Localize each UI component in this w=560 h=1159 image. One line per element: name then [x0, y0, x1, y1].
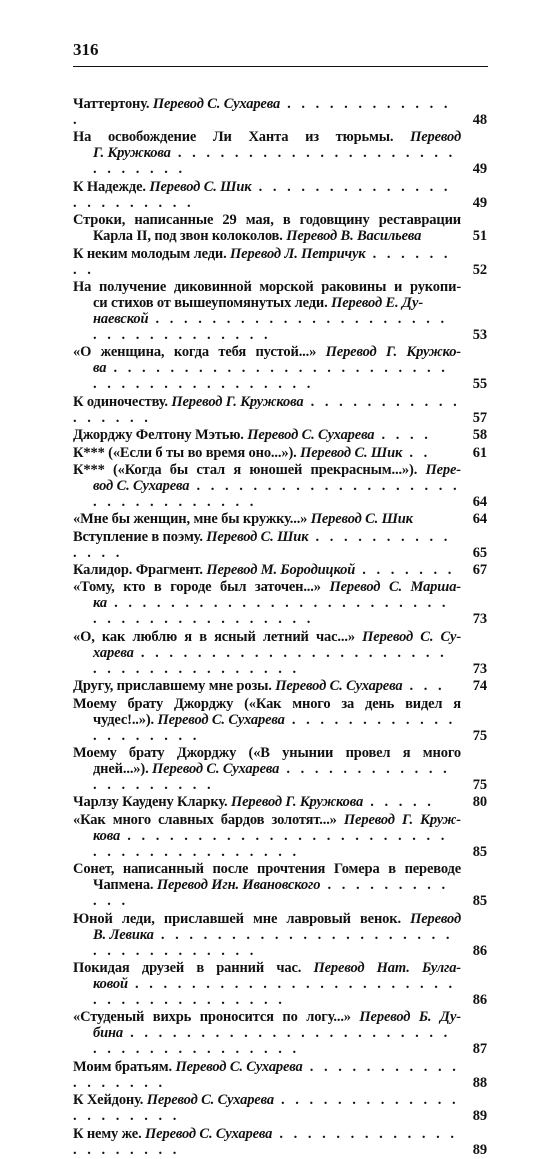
- entry-line: [73, 427, 461, 443]
- poem-title: дней...»).: [93, 761, 149, 778]
- entry-continuation-line: [73, 295, 461, 311]
- entry-continuation-line: [73, 645, 461, 677]
- toc-entry: [73, 344, 487, 392]
- dot-leader: . . . . . . . . . . . . . . . . . . . . . . . . . . . . . . .: [93, 477, 461, 510]
- translator-credit: наевской: [93, 310, 149, 327]
- dot-leader: . . . . . . . . . . . . . . . . . . . . . . .: [73, 178, 451, 211]
- page-reference: 89: [472, 1141, 487, 1158]
- translator-credit: вод С. Сухарева: [93, 477, 190, 494]
- toc-entry: [73, 129, 487, 177]
- translator-credit: В. Левика: [93, 926, 154, 943]
- poem-title: Джорджу Фелтону Мэтью.: [73, 427, 244, 444]
- page-number: 316: [73, 40, 99, 59]
- toc-entry: [73, 427, 487, 443]
- page-reference: 49: [472, 161, 487, 178]
- dot-leader: . . . . . . . . . . . . . . . . .: [73, 393, 461, 426]
- poem-title: К одиночеству.: [73, 393, 168, 410]
- page-reference: 65: [472, 544, 487, 561]
- entry-continuation-line: [73, 927, 461, 959]
- entry-line: [73, 696, 461, 712]
- translator-credit: Пере-: [417, 461, 461, 478]
- entry-line: [73, 179, 461, 211]
- entry-line: [73, 445, 461, 461]
- entry-line: [73, 511, 461, 527]
- dot-leader: . . . . . . . . . . . . . . . . . . . . .: [73, 1125, 458, 1158]
- translator-credit: Перевод С. Сухарева: [243, 427, 375, 444]
- poem-title: Другу, приславшему мне розы.: [73, 678, 272, 695]
- entry-continuation-line: [73, 976, 461, 1008]
- entry-continuation-line: [73, 360, 461, 392]
- toc-entry: [73, 696, 487, 744]
- dot-leader: . . . . . . . .: [73, 245, 451, 278]
- entry-line: [73, 812, 461, 828]
- toc-entry: [73, 911, 487, 959]
- translator-credit: Перевод Г. Кружко-: [316, 344, 461, 361]
- translator-credit: Перевод С. Шик: [202, 528, 309, 545]
- page-reference: 73: [472, 611, 487, 628]
- page-reference: 85: [472, 893, 487, 910]
- dot-leader: . . . . .: [363, 794, 435, 811]
- toc-entry: [73, 212, 487, 244]
- page-reference: 75: [472, 777, 487, 794]
- translator-credit: Перевод В. Васильева: [282, 228, 422, 245]
- translator-credit: Перевод С. Сухарева: [148, 761, 280, 778]
- toc-entry: [73, 1059, 487, 1091]
- toc-entry: [73, 511, 487, 527]
- poem-title: «О женщина, когда тебя пустой...»: [73, 344, 317, 361]
- translator-credit: бина: [93, 1025, 124, 1042]
- poem-title: Чапмена.: [93, 877, 154, 894]
- translator-credit: Перевод: [400, 910, 461, 927]
- toc-entry: [73, 794, 487, 810]
- entry-line: [73, 246, 461, 278]
- entry-line: [73, 678, 461, 694]
- toc-entry: [73, 861, 487, 909]
- translator-credit: Перевод Нат. Булга-: [301, 959, 461, 976]
- poem-title: Чаттертону.: [73, 96, 150, 112]
- page-reference: 89: [472, 1108, 487, 1125]
- poem-title: «Мне бы женщин, мне бы кружку...»: [73, 511, 308, 528]
- toc-entry: [73, 745, 487, 793]
- poem-title: К*** («Когда бы стал я юношей прекрасным...»).: [73, 461, 418, 478]
- poem-title: К нему же.: [73, 1125, 142, 1142]
- toc-entry: [73, 629, 487, 677]
- page-reference: 51: [472, 228, 487, 245]
- entry-line: [73, 579, 461, 595]
- entry-continuation-line: [73, 595, 461, 627]
- poem-title: К*** («Если б ты во время оно...»).: [73, 444, 297, 461]
- poem-title: Юной леди, приславшей мне лавровый венок.: [73, 910, 401, 927]
- translator-credit: ковой: [93, 975, 128, 992]
- entry-continuation-line: [73, 478, 461, 510]
- entry-line: [73, 629, 461, 645]
- poem-title: «Студеный вихрь проносится по логу...»: [73, 1009, 351, 1026]
- translator-credit: Перевод: [393, 129, 461, 146]
- entry-line: [73, 1092, 461, 1124]
- entry-line: [73, 344, 461, 360]
- translator-credit: Перевод Г. Кружкова: [167, 393, 304, 410]
- entry-continuation-line: [73, 712, 461, 744]
- entry-line: [73, 960, 461, 976]
- dot-leader: . . . . . . . . . . . . . . . . . . . . .: [73, 1092, 460, 1125]
- translator-credit: Перевод Б. Ду-: [350, 1009, 461, 1026]
- toc-entry: [73, 394, 487, 426]
- poem-title: Моему брату Джорджу («Как много за день видел я: [73, 695, 461, 712]
- entry-line: [73, 96, 461, 128]
- dot-leader: . . . . . . . . . . . . . . . . . . . . . . . . . . . . . . . . . . . . .: [93, 975, 456, 1008]
- toc-entry: [73, 1126, 487, 1158]
- poem-title: К Надежде.: [73, 178, 146, 195]
- page-reference: 87: [472, 1041, 487, 1058]
- entry-continuation-line: [73, 828, 461, 860]
- translator-credit: Перевод С. Сухарева: [143, 1092, 274, 1109]
- toc-entry: [73, 579, 487, 627]
- translator-credit: Перевод С. Марша-: [320, 579, 461, 596]
- dot-leader: . . . . . . . . . . . . . . . . . . . . . . . . . . . . . . . . . .: [93, 310, 448, 343]
- poem-title: си стихов от вышеупомянутых леди.: [93, 294, 328, 311]
- translator-credit: Перевод С. Сухарева: [154, 711, 285, 728]
- entry-line: [73, 462, 461, 478]
- page-reference: 48: [472, 112, 487, 128]
- poem-title: «О, как люблю я в ясный летний час...»: [73, 628, 355, 645]
- translator-credit: Перевод С. Сухарева: [141, 1125, 273, 1142]
- poem-title: Чарлзу Каудену Кларку.: [73, 794, 228, 811]
- entry-line: [73, 279, 461, 295]
- toc-entry: [73, 179, 487, 211]
- translator-credit: Перевод С. Су-: [354, 628, 462, 645]
- entry-line: [73, 861, 461, 877]
- entry-line: [73, 129, 461, 145]
- dot-leader: . . . . . . . . . . . . . . . . . . . .: [93, 711, 456, 744]
- entry-line: [73, 529, 461, 561]
- entry-continuation-line: [73, 145, 461, 177]
- translator-credit: Перевод С. Сухарева: [271, 678, 403, 695]
- translator-credit: Перевод Г. Круж-: [336, 811, 461, 828]
- poem-title: чудес!..»).: [93, 711, 155, 728]
- translator-credit: Перевод С. Шик: [145, 178, 252, 195]
- toc-entry: [73, 562, 487, 578]
- poem-title: Моим братьям.: [73, 1058, 172, 1075]
- poem-title: К Хейдону.: [73, 1092, 144, 1109]
- header-rule: [73, 66, 488, 67]
- toc-entry: [73, 462, 487, 510]
- page-reference: 57: [472, 409, 487, 426]
- dot-leader: . . . . . . . . . . . .: [93, 877, 449, 910]
- translator-credit: ка: [93, 595, 107, 612]
- dot-leader: . . . . . . . . . . . . . . . . . . . . . . . . . . . . . . . . . . . . .: [93, 644, 448, 677]
- page-reference: 74: [472, 678, 487, 695]
- translator-credit: кова: [93, 827, 121, 844]
- dot-leader: . . . . . . . . . . . . . . . . . . . . .: [93, 761, 451, 794]
- toc-entry: [73, 279, 487, 343]
- entry-continuation-line: [73, 311, 461, 343]
- page-reference: 53: [472, 326, 487, 343]
- poem-title: Сонет, написанный после прочтения Гомера в переводе: [73, 861, 461, 878]
- entry-continuation-line: [73, 228, 461, 244]
- translator-credit: Перевод С. Шик: [296, 444, 403, 461]
- entry-line: [73, 1009, 461, 1025]
- dot-leader: . . . . . . . . . . . . . . . . . . . . . . . . . . .: [93, 145, 456, 178]
- translator-credit: Перевод Л. Петричук: [226, 245, 366, 262]
- entry-line: [73, 394, 461, 426]
- toc-entry: [73, 812, 487, 860]
- entry-line: [73, 911, 461, 927]
- entry-line: [73, 1126, 461, 1158]
- poem-title: «Как много славных бардов золотят...»: [73, 811, 337, 828]
- translator-credit: Перевод С. Сухарева: [171, 1058, 303, 1075]
- translator-credit: Перевод Е. Ду-: [327, 294, 424, 311]
- poem-title: Покидая друзей в ранний час.: [73, 959, 302, 976]
- entry-line: [73, 212, 461, 228]
- page-reference: 80: [472, 794, 487, 811]
- toc-entry: [73, 246, 487, 278]
- poem-title: Моему брату Джорджу («В унынии провел я много: [73, 745, 461, 762]
- translator-credit: Г. Кружкова: [93, 145, 171, 162]
- poem-title: Калидор. Фрагмент.: [73, 562, 203, 579]
- page-reference: 86: [472, 991, 487, 1008]
- dot-leader: . .: [402, 444, 431, 461]
- translator-credit: Перевод С. Сухарева: [149, 96, 281, 112]
- entry-continuation-line: [73, 877, 461, 909]
- poem-title: К неким молодым леди.: [73, 245, 227, 262]
- dot-leader: . . . . . . . . . . . . .: [73, 96, 452, 128]
- page-reference: 73: [472, 660, 487, 677]
- poem-title: «Тому, кто в городе был заточен...»: [73, 579, 321, 596]
- translator-credit: Перевод Г. Кружкова: [227, 794, 364, 811]
- entry-line: [73, 745, 461, 761]
- page-reference: 85: [472, 843, 487, 860]
- page-reference: 75: [472, 727, 487, 744]
- dot-leader: . . . . . . . . . . . . . . . . . . . . . . . . . . . . . . . . . . . . . .: [93, 1025, 451, 1058]
- table-of-contents: [73, 96, 487, 1159]
- toc-entry: [73, 445, 487, 461]
- poem-title: Карла II, под звон колоколов.: [93, 228, 283, 245]
- entry-continuation-line: [73, 1025, 461, 1057]
- page-reference: 55: [472, 376, 487, 393]
- dot-leader: . . . . . . . . . . . . . . . . . . . . . . . . . . . . . . . . . . . . . . . .: [93, 595, 449, 628]
- toc-entry: [73, 1092, 487, 1124]
- translator-credit: Перевод Игн. Ивановского: [153, 877, 321, 894]
- page-reference: 58: [472, 427, 487, 444]
- entry-line: [73, 1059, 461, 1091]
- page-reference: 49: [472, 194, 487, 211]
- page-reference: 61: [472, 444, 487, 461]
- dot-leader: . . . . . . .: [355, 562, 455, 579]
- dot-leader: . . . . . . . . . . . . . . . . . . . . . . . . . . . . . . . . . . . . . . . .: [93, 360, 449, 393]
- poem-title: Вступление в поэму.: [73, 528, 203, 545]
- translator-credit: Перевод С. Шик: [307, 511, 413, 528]
- toc-entry: [73, 1009, 487, 1057]
- translator-credit: ва: [93, 360, 107, 377]
- page-reference: 64: [472, 511, 487, 528]
- dot-leader: . . . . . . . . . . . . . . . . . . . . . . . . . . . . . . . . .: [93, 926, 453, 959]
- page-reference: 64: [472, 493, 487, 510]
- dot-leader: . . . . . . . . . . . . . . . . . .: [73, 1058, 460, 1091]
- page-reference: 88: [472, 1074, 487, 1091]
- entry-line: [73, 562, 461, 578]
- toc-entry: [73, 960, 487, 1008]
- dot-leader: . . . .: [374, 427, 432, 444]
- poem-title: На освобождение Ли Ханта из тюрьмы.: [73, 129, 394, 146]
- toc-entry: [73, 678, 487, 694]
- poem-title: Строки, написанные 29 мая, в годовщину реставрации: [73, 212, 461, 229]
- dot-leader: . . . . . . . . . . . . . . . . . . . . . . . . . . . . . . . . . . . . . .: [93, 827, 448, 860]
- translator-credit: харева: [93, 644, 134, 661]
- translator-credit: Перевод М. Бородицкой: [202, 562, 356, 579]
- poem-title: На получение диковинной морской раковины и рукопи-: [73, 278, 461, 295]
- entry-continuation-line: [73, 761, 461, 793]
- page-reference: 67: [472, 562, 487, 579]
- toc-entry: [73, 529, 487, 561]
- entry-line: [73, 794, 461, 810]
- dot-leader: . . .: [402, 678, 446, 695]
- toc-entry: [73, 96, 487, 128]
- page-reference: 86: [472, 942, 487, 959]
- page-reference: 52: [472, 261, 487, 278]
- dot-leader: . . . . . . . . . . . . . .: [73, 528, 451, 561]
